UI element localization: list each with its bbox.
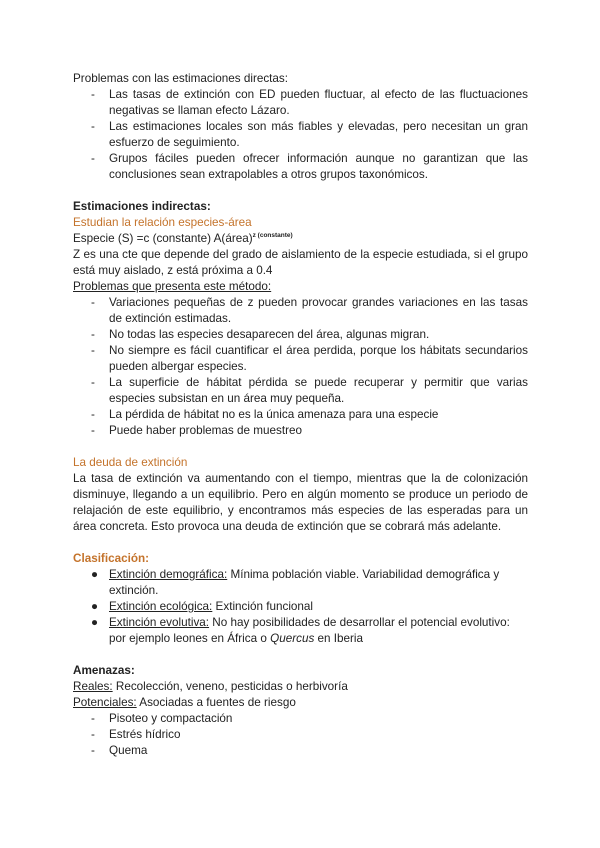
bullet-marker: ● <box>91 616 99 629</box>
classification-term: Extinción evolutiva: <box>109 616 210 629</box>
list-item: - Variaciones pequeñas de z pueden provocar grandes variaciones en las tasas de extinción estimadas. <box>91 296 528 325</box>
dash-marker: - <box>91 408 95 421</box>
list-item: ● Extinción ecológica: Extinción funcional <box>91 600 314 613</box>
list-item: ● Extinción evolutiva: No hay posibilidades de desarrollar el potencial evolutivo: por ejemplo leones en África o Quercus en Iberia <box>91 616 510 645</box>
classification-heading: Clasificación: <box>73 552 149 565</box>
indirect-estimations-heading: Estimaciones indirectas: <box>73 200 211 213</box>
dash-marker: - <box>91 712 95 725</box>
dash-marker: - <box>91 120 95 133</box>
method-problems-heading: Problemas que presenta este método: <box>73 280 272 293</box>
classification-term: Extinción demográfica: <box>109 568 228 581</box>
extinction-debt-heading: La deuda de extinción <box>73 456 188 469</box>
method-problems-list <box>73 295 528 439</box>
threats-heading: Amenazas: <box>73 664 135 677</box>
list-item: - Las tasas de extinción con ED pueden fluctuar, al efecto de las fluctuaciones negativas se llaman efecto Lázaro. <box>91 88 528 117</box>
dash-marker: - <box>91 376 95 389</box>
formula-exponent: z (constante) <box>252 232 293 239</box>
list-item: ● Extinción demográfica: Mínima población viable. Variabilidad demográfica y extinción. <box>91 568 500 597</box>
list-item: - Quema <box>91 744 148 757</box>
z-constant-description: Z es una cte que depende del grado de aislamiento de la especie estudiada, si el grupo está muy aislado, z está próxima a 0.4 <box>73 248 528 277</box>
list-item: - Estrés hídrico <box>91 728 181 741</box>
potential-threats-label: Potenciales: <box>73 696 137 709</box>
list-item: - Puede haber problemas de muestreo <box>91 424 302 437</box>
document-content <box>73 71 528 759</box>
species-area-formula: Especie (S) =c (constante) A(área)$^{z (constante)}$ <box>73 232 293 245</box>
list-item: - La superficie de hábitat pérdida se puede recuperar y permitir que varias especies subsistan en un área muy pequeña. <box>91 376 528 405</box>
list-item: - La pérdida de hábitat no es la única amenaza para una especie <box>91 408 439 421</box>
list-item: - Pisoteo y compactación <box>91 712 233 725</box>
dash-marker: - <box>91 328 95 341</box>
dash-marker: - <box>91 424 95 437</box>
real-threats: Reales: Recolección, veneno, pesticidas o herbivoría <box>73 680 348 693</box>
species-area-subheading: Estudian la relación especies-área <box>73 216 252 229</box>
list-item: - Las estimaciones locales son más fiables y elevadas, pero necesitan un gran esfuerzo de seguimiento. <box>91 120 528 149</box>
bullet-marker: ● <box>91 600 99 613</box>
dash-marker: - <box>91 728 95 741</box>
list-item: - No siempre es fácil cuantificar el área perdida, porque los hábitats secundarios pueden albergar especies. <box>91 344 528 373</box>
genus-name: Quercus <box>270 632 315 645</box>
list-item: - No todas las especies desaparecen del área, algunas migran. <box>91 328 430 341</box>
potential-threats: Potenciales: Asociadas a fuentes de riesgo <box>73 696 296 709</box>
dash-marker: - <box>91 296 95 309</box>
direct-problems-list <box>73 87 528 183</box>
extinction-debt-text: La tasa de extinción va aumentando con el tiempo, mientras que la de colonización disminuye, llegando a un equilibrio. Pero en algún momento se produce un periodo de relajación de este equilibrio, y encontramos más especies de las esperadas para un área concreta. Esto provoca una deuda de extinción que se cobrará más adelante. <box>73 472 528 533</box>
real-threats-label: Reales: <box>73 680 113 693</box>
potential-threats-list <box>73 711 528 759</box>
dash-marker: - <box>91 344 95 357</box>
list-item: - Grupos fáciles pueden ofrecer información aunque no garantizan que las conclusiones sean extrapolables a otros grupos taxonómicos. <box>91 152 528 181</box>
dash-marker: - <box>91 744 95 757</box>
classification-list <box>73 567 528 647</box>
bullet-marker: ● <box>91 568 99 581</box>
dash-marker: - <box>91 88 95 101</box>
classification-term: Extinción ecológica: <box>109 600 213 613</box>
dash-marker: - <box>91 152 95 165</box>
direct-estimations-heading: Problemas con las estimaciones directas: <box>73 72 289 85</box>
